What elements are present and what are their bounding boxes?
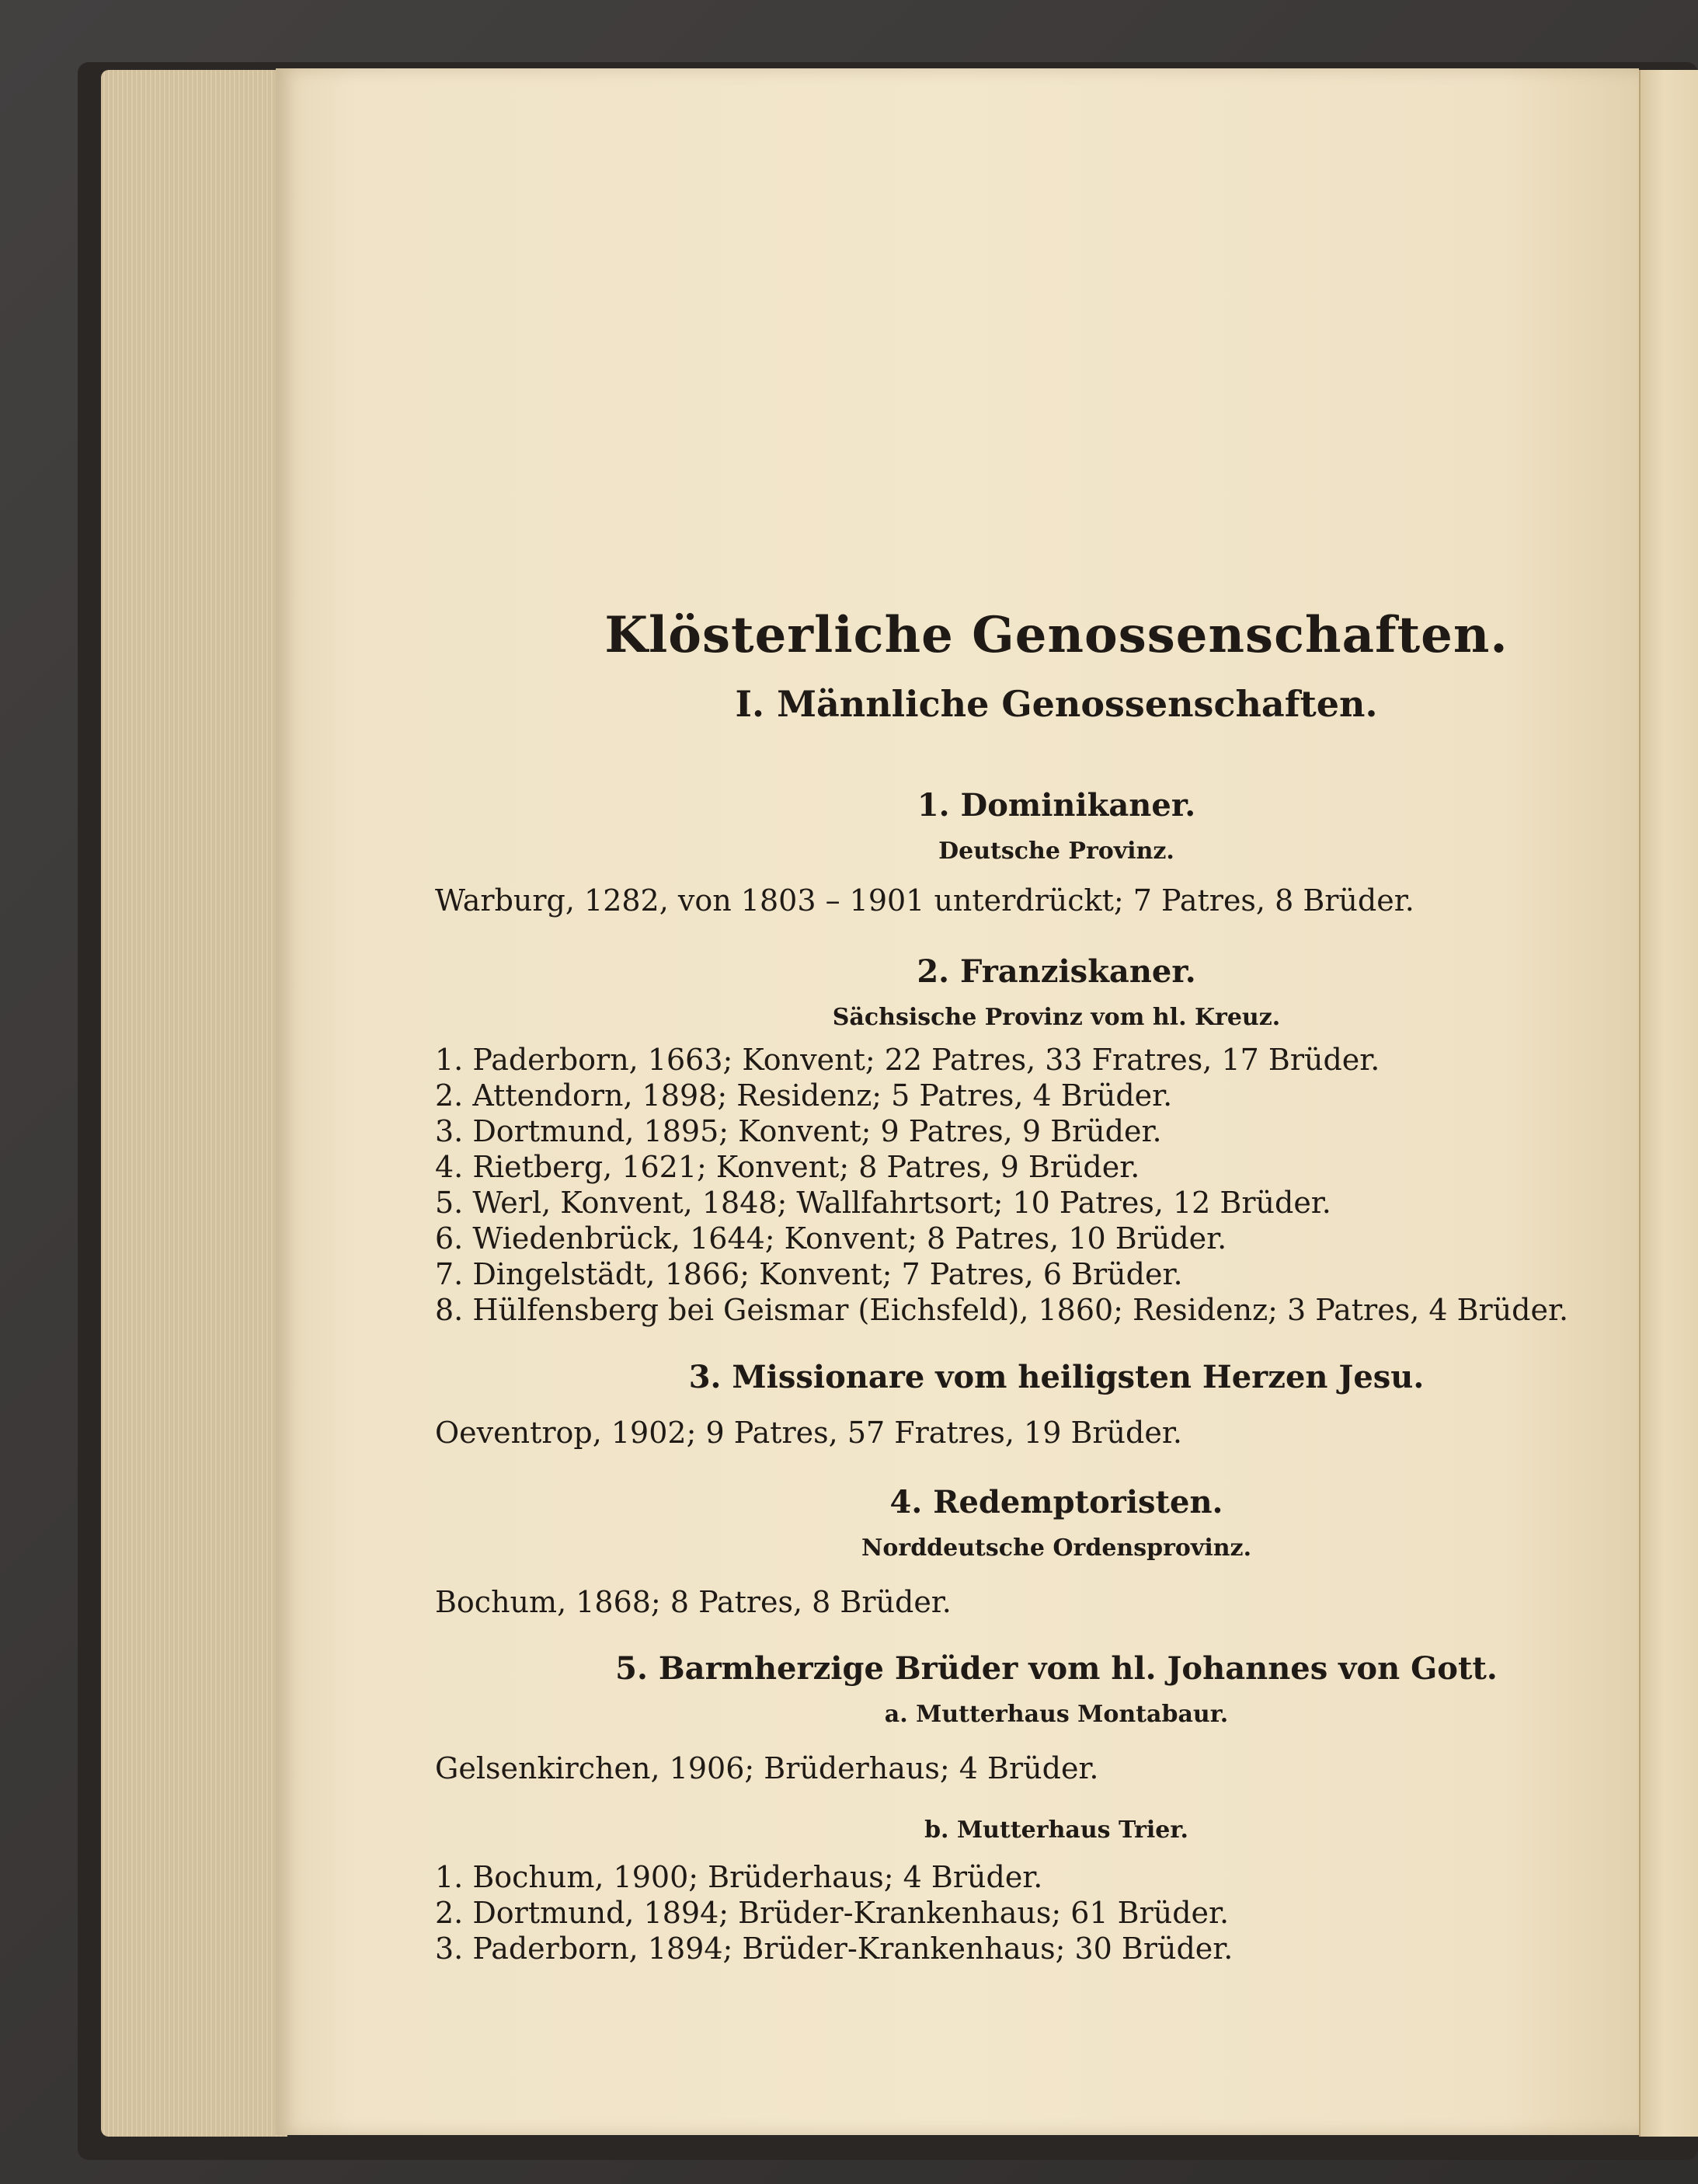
list-item: 3. Dortmund, 1895; Konvent; 9 Patres, 9 Brüder.	[435, 1114, 1162, 1148]
entry-list	[435, 1042, 1569, 1328]
entry-line: Warburg, 1282, von 1803 – 1901 unterdrückt; 7 Patres, 8 Brüder.	[435, 883, 1414, 918]
list-item: 7. Dingelstädt, 1866; Konvent; 7 Patres, 6 Brüder.	[435, 1257, 1183, 1291]
list-item: 3. Paderborn, 1894; Brüder-Krankenhaus; 30 Brüder.	[435, 1931, 1233, 1966]
list-item: 6. Wiedenbrück, 1644; Konvent; 8 Patres, 10 Brüder.	[435, 1221, 1227, 1256]
province-label: Sächsische Provinz vom hl. Kreuz.	[832, 1004, 1281, 1031]
page-subtitle: I. Männliche Genossenschaften.	[735, 683, 1378, 725]
section-title-barmherzige-brueder: 5. Barmherzige Brüder vom hl. Johannes von Gott.	[615, 1650, 1498, 1687]
section-title-franziskaner: 2. Franziskaner.	[917, 953, 1196, 990]
page-edges	[101, 70, 287, 2137]
list-item: 1. Bochum, 1900; Brüderhaus; 4 Brüder.	[435, 1860, 1043, 1894]
list-item: 2. Attendorn, 1898; Residenz; 5 Patres, 4 Brüder.	[435, 1078, 1173, 1113]
section-title-redemptoristen: 4. Redemptoristen.	[889, 1484, 1223, 1520]
entry-line: Oeventrop, 1902; 9 Patres, 57 Fratres, 19 Brüder.	[435, 1416, 1182, 1450]
list-item: 4. Rietberg, 1621; Konvent; 8 Patres, 9 Brüder.	[435, 1150, 1140, 1184]
list-item: 1. Paderborn, 1663; Konvent; 22 Patres, 33 Fratres, 17 Brüder.	[435, 1043, 1380, 1077]
entry-list	[435, 1859, 1569, 1966]
subsection-label-a: a. Mutterhaus Montabaur.	[884, 1701, 1229, 1728]
subsection-label-b: b. Mutterhaus Trier.	[924, 1817, 1188, 1844]
entry-line: Gelsenkirchen, 1906; Brüderhaus; 4 Brüder.	[435, 1751, 1099, 1785]
page-content	[435, 606, 1569, 1966]
list-item: 8. Hülfensberg bei Geismar (Eichsfeld), 1860; Residenz; 3 Patres, 4 Brüder.	[435, 1293, 1569, 1327]
province-label: Deutsche Provinz.	[938, 838, 1174, 865]
section-title-missionare: 3. Missionare vom heiligsten Herzen Jesu.	[688, 1359, 1425, 1395]
list-item: 2. Dortmund, 1894; Brüder-Krankenhaus; 61 Brüder.	[435, 1896, 1230, 1930]
section-title-dominikaner: 1. Dominikaner.	[917, 787, 1196, 824]
page-title: Klösterliche Genossenschaften.	[604, 606, 1508, 664]
entry-line: Bochum, 1868; 8 Patres, 8 Brüder.	[435, 1585, 952, 1619]
list-item: 5. Werl, Konvent, 1848; Wallfahrtsort; 10 Patres, 12 Brüder.	[435, 1186, 1331, 1220]
facing-page-edge	[1639, 70, 1698, 2137]
province-label: Norddeutsche Ordensprovinz.	[861, 1534, 1252, 1562]
